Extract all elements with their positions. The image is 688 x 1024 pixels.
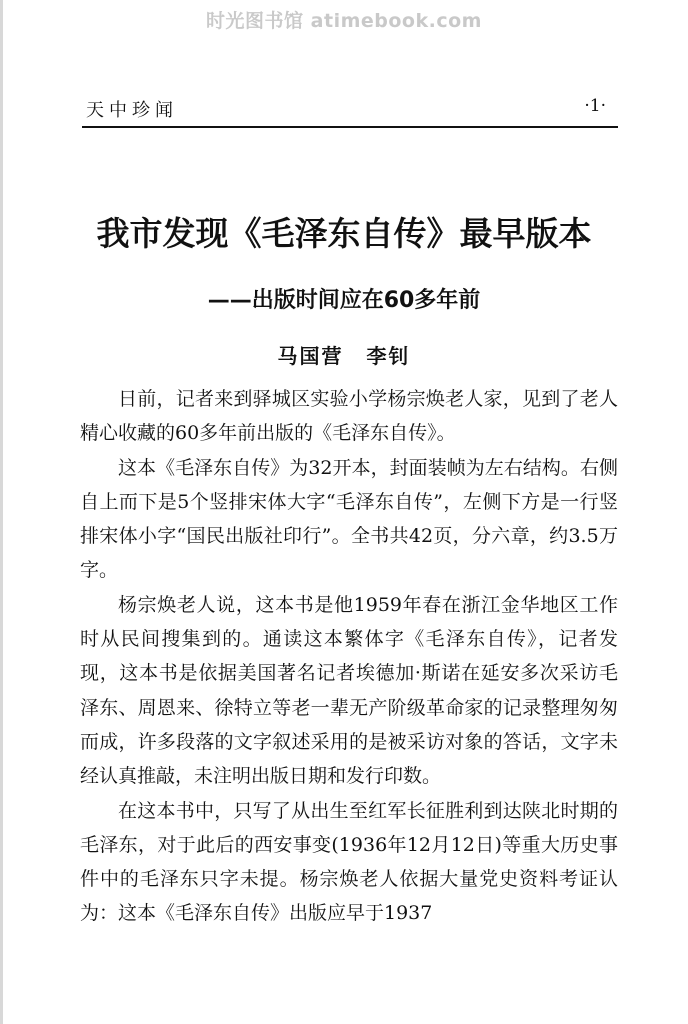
page-number: ·1· bbox=[584, 96, 606, 116]
article-authors: 马国营 李钊 bbox=[277, 344, 411, 368]
watermark: 时光图书馆 atimebook.com bbox=[206, 10, 482, 32]
header-rule bbox=[82, 126, 618, 128]
paragraph-4: 在这本书中，只写了从出生至红军长征胜利到达陕北时期的毛泽东，对于此后的西安事变(1936年12月12日)等重大历史事件中的毛泽东只字未提。杨宗焕老人依据大量党史资料考证认为：这本《毛泽东自传》出版应早于1937 bbox=[80, 799, 618, 925]
article-subtitle: ——出版时间应在60多年前 bbox=[207, 288, 481, 313]
page-edge bbox=[0, 0, 3, 1024]
article-title: 我市发现《毛泽东自传》最早版本 bbox=[96, 214, 592, 253]
article-body bbox=[80, 382, 618, 931]
paragraph-2: 这本《毛泽东自传》为32开本，封面装帧为左右结构。右侧自上而下是5个竖排宋体大字“毛泽东自传”，左侧下方是一行竖排宋体小字“国民出版社印行”。全书共42页，分六章，约3.5万字。 bbox=[80, 456, 618, 582]
running-header bbox=[82, 96, 618, 126]
paragraph-1: 日前，记者来到驿城区实验小学杨宗焕老人家，见到了老人精心收藏的60多年前出版的《毛泽东自传》。 bbox=[80, 388, 618, 445]
journal-name: 天中珍闻 bbox=[86, 100, 178, 121]
paragraph-3: 杨宗焕老人说，这本书是他1959年春在浙江金华地区工作时从民间搜集到的。通读这本繁体字《毛泽东自传》，记者发现，这本书是依据美国著名记者埃德加·斯诺在延安多次采访毛泽东、周恩来、徐特立等老一辈无产阶级革命家的记录整理匆匆而成，许多段落的文字叙述采用的是被采访对象的答话，文字未经认真推敲，未注明出版日期和发行印数。 bbox=[80, 593, 618, 788]
